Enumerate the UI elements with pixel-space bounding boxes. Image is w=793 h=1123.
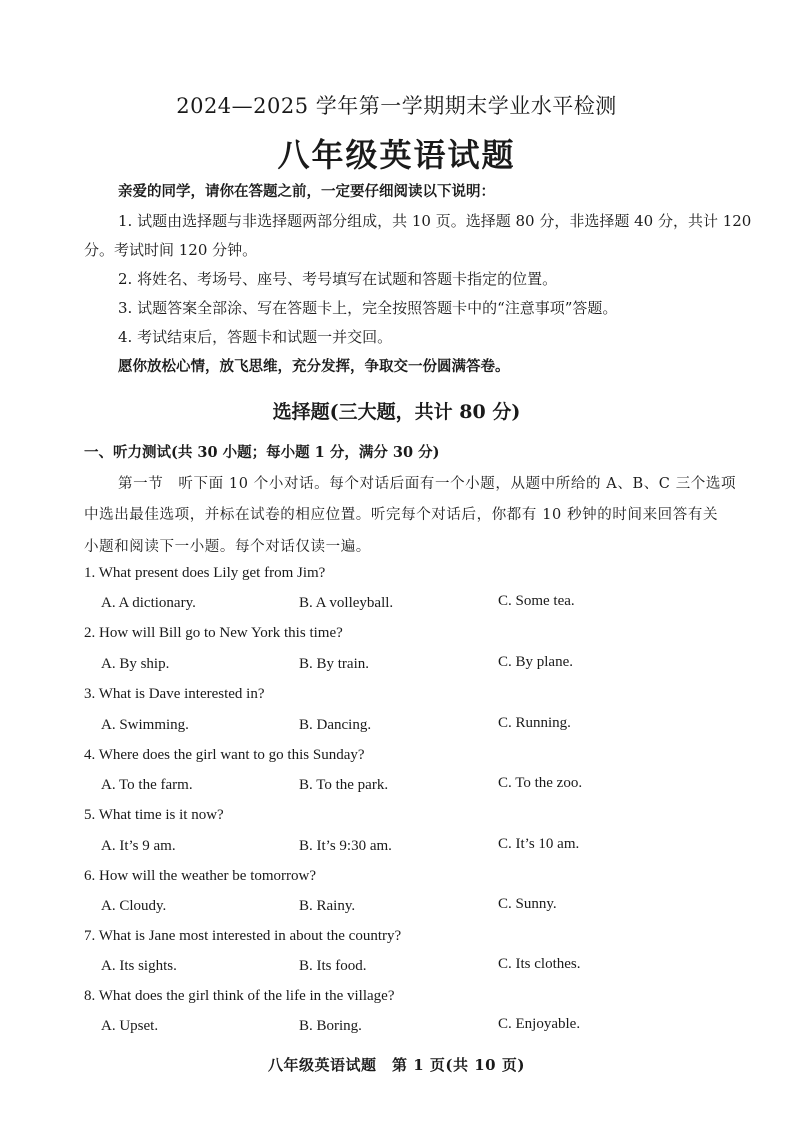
question-5-option-b: B. It’s 9:30 am.	[299, 838, 392, 854]
question-1-option-c: C. Some tea.	[498, 593, 575, 609]
question-7-option-a: A. Its sights.	[101, 958, 177, 974]
question-4: 4. Where does the girl want to go this Sunday?	[84, 747, 365, 763]
question-4-option-b: B. To the park.	[299, 777, 389, 793]
question-7: 7. What is Jane most interested in about the country?	[84, 928, 402, 944]
question-1-option-b: B. A volleyball.	[299, 595, 394, 611]
instruction-item-4: 4. 考试结束后，答题卡和试题一并交回。	[118, 328, 393, 346]
question-4-option-c: C. To the zoo.	[498, 775, 583, 791]
question-6-option-b: B. Rainy.	[299, 898, 356, 914]
question-5-option-a: A. It’s 9 am.	[101, 838, 176, 854]
greeting: 亲爱的同学，请你在答题之前，一定要仔细阅读以下说明：	[118, 183, 495, 200]
closing-message: 愿你放松心情，放飞思维，充分发挥，争取交一份圆满答卷。	[118, 358, 510, 375]
instruction-item-3: 3. 试题答案全部涂、写在答题卡上，完全按照答题卡中的“注意事项”答题。	[118, 299, 618, 317]
question-8-option-c: C. Enjoyable.	[498, 1016, 581, 1032]
page-footer: 八年级英语试题 第 1 页(共 10 页)	[268, 1056, 525, 1074]
section-title: 选择题(三大题，共计 80 分)	[272, 401, 521, 423]
question-1-option-a: A. A dictionary.	[101, 595, 196, 611]
question-3: 3. What is Dave interested in?	[84, 686, 265, 702]
question-3-option-a: A. Swimming.	[101, 717, 189, 733]
question-2-option-c: C. By plane.	[498, 654, 573, 670]
question-5-option-c: C. It’s 10 am.	[498, 836, 580, 852]
instruction-item-1: 1. 试题由选择题与非选择题两部分组成，共 10 页。选择题 80 分，非选择题 40 分，共计 120	[118, 212, 752, 230]
question-2-option-b: B. By train.	[299, 656, 369, 672]
question-2: 2. How will Bill go to New York this time?	[84, 625, 343, 641]
question-4-option-a: A. To the farm.	[101, 777, 193, 793]
question-6: 6. How will the weather be tomorrow?	[84, 868, 317, 884]
part-title: 一、听力测试(共 30 小题；每小题 1 分，满分 30 分)	[84, 444, 440, 461]
question-7-option-c: C. Its clothes.	[498, 956, 581, 972]
part-intro-cont-1: 中选出最佳选项，并标在试卷的相应位置。听完每个对话后，你都有 10 秒钟的时间来回答有关	[84, 507, 719, 523]
subject-title: 八年级英语试题	[277, 136, 516, 174]
exam-title: 2024—2025 学年第一学期期末学业水平检测	[176, 94, 617, 118]
question-6-option-a: A. Cloudy.	[101, 898, 167, 914]
question-7-option-b: B. Its food.	[299, 958, 367, 974]
part-intro: 第一节 听下面 10 个小对话。每个对话后面有一个小题，从题中所给的 A、B、C 三个选项	[118, 476, 737, 492]
question-8-option-a: A. Upset.	[101, 1018, 159, 1034]
question-8: 8. What does the girl think of the life in the village?	[84, 988, 395, 1004]
question-3-option-c: C. Running.	[498, 715, 571, 731]
instruction-item-2: 2. 将姓名、考场号、座号、考号填写在试题和答题卡指定的位置。	[118, 270, 558, 288]
question-3-option-b: B. Dancing.	[299, 717, 372, 733]
question-1: 1. What present does Lily get from Jim?	[84, 565, 326, 581]
question-6-option-c: C. Sunny.	[498, 896, 557, 912]
question-8-option-b: B. Boring.	[299, 1018, 362, 1034]
question-2-option-a: A. By ship.	[101, 656, 170, 672]
part-intro-cont-2: 小题和阅读下一小题。每个对话仅读一遍。	[84, 539, 371, 555]
instruction-item-1-cont: 分。考试时间 120 分钟。	[84, 241, 258, 259]
question-5: 5. What time is it now?	[84, 807, 224, 823]
